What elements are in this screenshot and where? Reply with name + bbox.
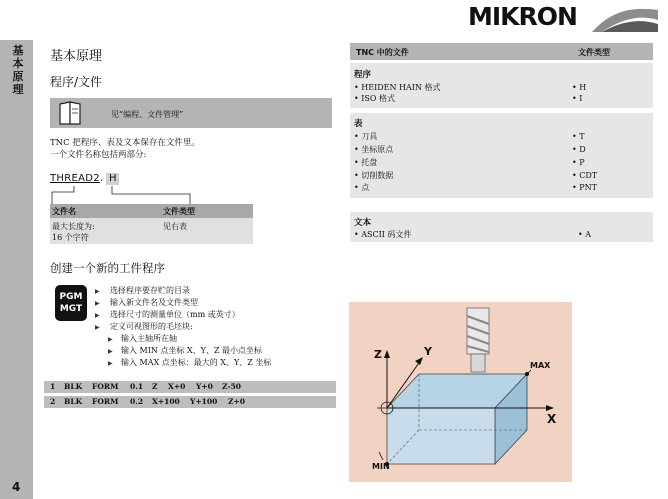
blk-form-row-2 bbox=[44, 396, 336, 408]
section-title: 表 bbox=[354, 119, 363, 129]
max-point-label: MAX bbox=[530, 361, 551, 370]
blk-keyword: BLK bbox=[64, 397, 83, 406]
y-axis-label: Y bbox=[424, 345, 432, 358]
blk-form-row-1 bbox=[44, 381, 336, 393]
step-arrow-icon: ▶ bbox=[95, 288, 100, 295]
blk-x-value: X+100 bbox=[152, 397, 180, 406]
tables-section bbox=[350, 113, 653, 198]
intro-line-1: TNC 把程序、表及文本保存在文件里。 bbox=[50, 138, 200, 148]
step-item: 选择程序要存贮的目录 bbox=[110, 286, 190, 295]
file-type-name: • ISO 格式 bbox=[354, 94, 396, 103]
pgm-key-line2: MGT bbox=[59, 304, 83, 314]
substep-arrow-icon: ▶ bbox=[108, 360, 113, 367]
file-type-name: • 坐标原点 bbox=[354, 145, 394, 154]
substep-item: 输入主轴所在轴 bbox=[121, 334, 177, 343]
min-point-label: MIN bbox=[372, 462, 390, 471]
file-types-col2-header: 文件类型 bbox=[578, 48, 610, 57]
step-arrow-icon: ▶ bbox=[95, 300, 100, 307]
blk-x-value: X+0 bbox=[168, 382, 186, 391]
file-type-name: • 托盘 bbox=[354, 158, 378, 167]
book-reference-icon bbox=[58, 100, 82, 126]
side-tab bbox=[0, 40, 33, 499]
z-axis-label: Z bbox=[374, 348, 382, 361]
blk-form-keyword: FORM bbox=[92, 382, 119, 391]
blk-z-value: Z-50 bbox=[222, 382, 242, 391]
blk-axis: Z bbox=[152, 382, 158, 391]
blk-z-value: Z+0 bbox=[228, 397, 245, 406]
file-type-ext: • D bbox=[572, 145, 586, 154]
file-name-connector-lines bbox=[50, 184, 250, 206]
file-types-col1-header: TNC 中的文件 bbox=[356, 48, 409, 57]
blk-y-value: Y+100 bbox=[190, 397, 218, 406]
blk-line-number: 1 bbox=[50, 382, 56, 391]
page-title: 基本原理 bbox=[50, 49, 103, 64]
file-table-col2-header: 文件类型 bbox=[163, 207, 195, 216]
section-subtitle: 程序/文件 bbox=[50, 75, 103, 89]
substep-item: 输入 MAX 点坐标：最大的 X、Y、Z 坐标 bbox=[121, 358, 272, 367]
file-type-name: • ASCII 码文件 bbox=[354, 230, 412, 239]
blk-keyword: BLK bbox=[64, 382, 83, 391]
file-type-ext: • A bbox=[578, 230, 592, 239]
blk-form-keyword: FORM bbox=[92, 397, 119, 406]
file-type-ext: • I bbox=[572, 94, 583, 103]
pgm-key-line1: PGM bbox=[59, 292, 83, 302]
step-item: 输入新文件名及文件类型 bbox=[110, 298, 198, 307]
substep-arrow-icon: ▶ bbox=[108, 336, 113, 343]
pgm-mgt-key[interactable] bbox=[55, 285, 87, 321]
file-type-ext: • T bbox=[572, 132, 585, 141]
substep-arrow-icon: ▶ bbox=[108, 348, 113, 355]
page-number: 4 bbox=[12, 480, 21, 494]
step-item: 定义可视图形的毛坯块: bbox=[110, 322, 193, 331]
file-type-ext: • PNT bbox=[572, 183, 597, 192]
section-title: 程序 bbox=[354, 70, 372, 80]
blank-form-diagram-drawing bbox=[349, 302, 572, 482]
file-type-ext: • P bbox=[572, 158, 585, 167]
step-arrow-icon: ▶ bbox=[95, 324, 100, 331]
substep-item: 输入 MIN 点坐标 X、Y、Z 最小点坐标 bbox=[121, 346, 263, 355]
section-title: 文本 bbox=[354, 218, 372, 228]
file-name-separator: . bbox=[100, 173, 104, 184]
file-table-col1-header: 文件名 bbox=[52, 207, 76, 216]
blk-line-number: 2 bbox=[50, 397, 56, 406]
side-tab-label: 基本原理 bbox=[12, 44, 24, 96]
step-item: 选择尺寸的测量单位（mm 或英寸） bbox=[110, 310, 240, 319]
blk-form-id: 0.1 bbox=[130, 382, 144, 391]
file-type-name: • 点 bbox=[354, 183, 370, 192]
intro-line-2: 一个文件名称包括两部分: bbox=[50, 150, 147, 160]
file-table-max-length: 最大长度为: bbox=[52, 222, 95, 231]
file-name-example: THREAD2 bbox=[50, 173, 100, 184]
file-type-ext: • CDT bbox=[572, 171, 598, 180]
file-type-name: • 刀具 bbox=[354, 132, 378, 141]
reference-note-text: 见“编程、文件管理” bbox=[111, 110, 184, 119]
file-table-header bbox=[50, 204, 253, 218]
brand-swoosh-icon bbox=[590, 2, 660, 34]
file-type-name: • 切削数据 bbox=[354, 171, 394, 180]
milling-tool-icon bbox=[467, 308, 489, 372]
block-front-face bbox=[387, 408, 495, 464]
create-program-title: 创建一个新的工件程序 bbox=[50, 261, 165, 275]
file-table-type-ref: 见右表 bbox=[163, 222, 187, 231]
reference-note-box bbox=[50, 98, 332, 128]
blk-form-id: 0.2 bbox=[130, 397, 144, 406]
file-table-char-count: 16 个字符 bbox=[52, 233, 89, 242]
step-arrow-icon: ▶ bbox=[95, 312, 100, 319]
brand-logo-text: MIKRON bbox=[468, 2, 577, 31]
file-type-name: • HEIDEN HAIN 格式 bbox=[354, 83, 441, 92]
x-axis-label: X bbox=[547, 412, 557, 426]
file-type-ext: • H bbox=[572, 83, 587, 92]
file-ext-example: H bbox=[109, 173, 117, 184]
blk-y-value: Y+0 bbox=[196, 382, 213, 391]
